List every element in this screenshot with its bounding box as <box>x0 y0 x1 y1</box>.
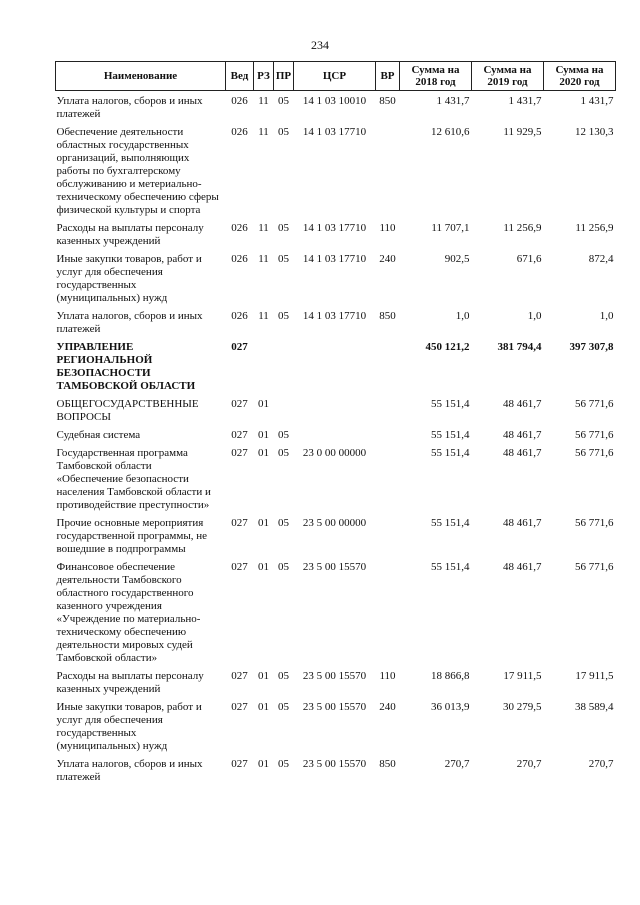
cell-sum-2019: 48 461,7 <box>503 447 542 459</box>
cell-sum-2019: 11 929,5 <box>503 126 542 138</box>
cell-pr: 05 <box>278 253 289 265</box>
header-csr: ЦСР <box>294 62 376 91</box>
cell-vr <box>376 398 400 429</box>
header-ved: Вед <box>226 62 254 91</box>
cell-sum-2018: 36 013,9 <box>431 701 470 713</box>
cell-name: Прочие основные мероприятия государственной программы, не вошедшие в подпрограммы <box>56 517 208 555</box>
cell-sum-2020: 11 256,9 <box>575 222 614 234</box>
cell-csr: 23 5 00 15570 <box>302 670 367 682</box>
table-row <box>56 253 616 310</box>
cell-rz: 01 <box>258 517 269 529</box>
cell-ved: 027 <box>231 758 248 770</box>
cell-csr: 14 1 03 17710 <box>302 253 367 265</box>
cell-rz <box>254 341 274 398</box>
cell-sum-2018: 55 151,4 <box>431 517 470 529</box>
cell-rz: 01 <box>258 758 269 770</box>
cell-ved: 027 <box>231 561 248 573</box>
cell-ved: 027 <box>231 341 248 353</box>
cell-sum-2020: 872,4 <box>588 253 614 265</box>
cell-vr: 240 <box>379 253 396 265</box>
cell-csr <box>294 341 376 398</box>
cell-rz: 01 <box>258 701 269 713</box>
cell-sum-2019: 270,7 <box>516 758 542 770</box>
cell-sum-2018: 11 707,1 <box>431 222 470 234</box>
cell-sum-2018: 902,5 <box>444 253 470 265</box>
cell-rz: 01 <box>258 398 269 410</box>
cell-name: Иные закупки товаров, работ и услуг для обеспечения государственных (муниципальных) нужд <box>56 253 202 304</box>
cell-ved: 026 <box>231 222 248 234</box>
cell-name: Расходы на выплаты персоналу казенных учреждений <box>56 222 204 247</box>
cell-sum-2019: 671,6 <box>516 253 542 265</box>
cell-sum-2019: 48 461,7 <box>503 517 542 529</box>
cell-csr <box>294 429 376 447</box>
cell-csr: 14 1 03 17710 <box>302 126 367 138</box>
table-row <box>56 341 616 398</box>
cell-pr: 05 <box>278 561 289 573</box>
cell-ved: 027 <box>231 701 248 713</box>
cell-sum-2020: 17 911,5 <box>575 670 614 682</box>
table-row <box>56 447 616 517</box>
cell-sum-2018: 270,7 <box>444 758 470 770</box>
cell-ved: 026 <box>231 253 248 265</box>
cell-name: Уплата налогов, сборов и иных платежей <box>56 310 203 335</box>
cell-pr: 05 <box>278 447 289 459</box>
cell-pr: 05 <box>278 517 289 529</box>
cell-sum-2019: 17 911,5 <box>503 670 542 682</box>
cell-ved: 027 <box>231 447 248 459</box>
table-row <box>56 222 616 253</box>
cell-vr: 110 <box>379 222 396 234</box>
cell-csr: 23 5 00 15570 <box>302 561 367 573</box>
cell-pr: 05 <box>278 429 289 441</box>
page-number: 234 <box>311 38 329 52</box>
cell-pr: 05 <box>278 701 289 713</box>
cell-vr: 850 <box>379 310 396 322</box>
cell-name: Уплата налогов, сборов и иных платежей <box>56 758 203 783</box>
cell-name: Иные закупки товаров, работ и услуг для обеспечения государственных (муниципальных) нужд <box>56 701 202 752</box>
cell-sum-2018: 12 610,6 <box>431 126 470 138</box>
cell-sum-2018: 18 866,8 <box>431 670 470 682</box>
cell-vr: 240 <box>379 701 396 713</box>
cell-sum-2018: 1 431,7 <box>436 95 470 107</box>
table-row <box>56 670 616 701</box>
cell-csr: 14 1 03 17710 <box>302 310 367 322</box>
cell-sum-2018: 55 151,4 <box>431 429 470 441</box>
cell-rz: 01 <box>258 429 269 441</box>
table-row <box>56 310 616 341</box>
cell-sum-2020: 38 589,4 <box>575 701 614 713</box>
cell-sum-2020: 397 307,8 <box>569 341 614 353</box>
cell-csr: 23 5 00 15570 <box>302 758 367 770</box>
cell-sum-2018: 450 121,2 <box>425 341 470 353</box>
cell-rz: 11 <box>258 222 269 234</box>
table-row <box>56 517 616 561</box>
cell-sum-2019: 48 461,7 <box>503 561 542 573</box>
cell-pr: 05 <box>278 670 289 682</box>
cell-pr: 05 <box>278 126 289 138</box>
cell-name: Обеспечение деятельности областных государственных организаций, выполняющих работы по бухгалтерскому обслуживанию и метериально-техническому обеспечению сферы физической культуры и спорта <box>56 126 219 216</box>
header-vr: ВР <box>376 62 400 91</box>
header-pr: ПР <box>274 62 294 91</box>
cell-ved: 026 <box>231 95 248 107</box>
cell-pr: 05 <box>278 95 289 107</box>
cell-sum-2020: 56 771,6 <box>575 561 614 573</box>
cell-sum-2020: 1,0 <box>599 310 614 322</box>
cell-vr <box>376 561 400 670</box>
cell-name: УПРАВЛЕНИЕ РЕГИОНАЛЬНОЙ БЕЗОПАСНОСТИ ТАМБОВСКОЙ ОБЛАСТИ <box>56 341 196 392</box>
cell-csr: 14 1 03 10010 <box>302 95 367 107</box>
cell-pr: 05 <box>278 758 289 770</box>
cell-csr: 14 1 03 17710 <box>302 222 367 234</box>
cell-sum-2020: 56 771,6 <box>575 517 614 529</box>
cell-csr: 23 0 00 00000 <box>302 447 367 459</box>
cell-name: Судебная система <box>56 429 141 441</box>
cell-pr: 05 <box>278 310 289 322</box>
cell-name: Уплата налогов, сборов и иных платежей <box>56 95 203 120</box>
cell-rz: 11 <box>258 95 269 107</box>
table-row <box>56 429 616 447</box>
cell-name: Финансовое обеспечение деятельности Тамбовского областного государственного казенного учреждения «Учреждение по материально-техническому обеспечению деятельности мировых судей Тамбовской области» <box>56 561 201 664</box>
cell-csr <box>294 398 376 429</box>
cell-pr <box>274 341 294 398</box>
cell-rz: 01 <box>258 447 269 459</box>
cell-sum-2020: 56 771,6 <box>575 398 614 410</box>
cell-sum-2018: 1,0 <box>455 310 470 322</box>
cell-name: Государственная программа Тамбовской области «Обеспечение безопасности населения Тамбовской области и противодействие преступности» <box>56 447 211 511</box>
header-sum-2018: Сумма на 2018 год <box>400 62 472 91</box>
cell-sum-2020: 56 771,6 <box>575 429 614 441</box>
cell-rz: 01 <box>258 561 269 573</box>
cell-ved: 027 <box>231 429 248 441</box>
cell-pr <box>274 398 294 429</box>
cell-rz: 01 <box>258 670 269 682</box>
table-row <box>56 561 616 670</box>
cell-sum-2019: 1 431,7 <box>508 95 542 107</box>
cell-vr: 110 <box>379 670 396 682</box>
cell-sum-2019: 48 461,7 <box>503 429 542 441</box>
cell-ved: 027 <box>231 517 248 529</box>
table-row <box>56 398 616 429</box>
cell-vr <box>376 126 400 222</box>
table-row <box>56 758 616 789</box>
cell-name: Расходы на выплаты персоналу казенных учреждений <box>56 670 204 695</box>
cell-sum-2018: 55 151,4 <box>431 447 470 459</box>
cell-sum-2020: 1 431,7 <box>580 95 614 107</box>
cell-ved: 026 <box>231 126 248 138</box>
cell-ved: 026 <box>231 310 248 322</box>
cell-sum-2019: 48 461,7 <box>503 398 542 410</box>
cell-vr: 850 <box>379 95 396 107</box>
budget-table <box>55 61 616 789</box>
cell-rz: 11 <box>258 126 269 138</box>
table-row <box>56 91 616 127</box>
cell-vr <box>376 517 400 561</box>
table-row <box>56 126 616 222</box>
table-header-row <box>56 62 616 91</box>
cell-ved: 027 <box>231 670 248 682</box>
cell-name: ОБЩЕГОСУДАРСТВЕННЫЕ ВОПРОСЫ <box>56 398 199 423</box>
cell-sum-2018: 55 151,4 <box>431 398 470 410</box>
cell-csr: 23 5 00 15570 <box>302 701 367 713</box>
cell-vr: 850 <box>379 758 396 770</box>
cell-vr <box>376 447 400 517</box>
cell-sum-2020: 56 771,6 <box>575 447 614 459</box>
cell-sum-2019: 381 794,4 <box>497 341 542 353</box>
cell-sum-2019: 30 279,5 <box>503 701 542 713</box>
cell-sum-2019: 11 256,9 <box>503 222 542 234</box>
cell-sum-2019: 1,0 <box>527 310 542 322</box>
cell-sum-2020: 12 130,3 <box>575 126 614 138</box>
header-name: Наименование <box>56 62 226 91</box>
header-sum-2020: Сумма на 2020 год <box>544 62 616 91</box>
cell-vr <box>376 341 400 398</box>
table-row <box>56 701 616 758</box>
cell-ved: 027 <box>231 398 248 410</box>
header-rz: РЗ <box>254 62 274 91</box>
cell-csr: 23 5 00 00000 <box>302 517 367 529</box>
cell-sum-2020: 270,7 <box>588 758 614 770</box>
cell-pr: 05 <box>278 222 289 234</box>
cell-rz: 11 <box>258 253 269 265</box>
cell-rz: 11 <box>258 310 269 322</box>
cell-sum-2018: 55 151,4 <box>431 561 470 573</box>
table-body <box>56 91 616 790</box>
header-sum-2019: Сумма на 2019 год <box>472 62 544 91</box>
cell-vr <box>376 429 400 447</box>
